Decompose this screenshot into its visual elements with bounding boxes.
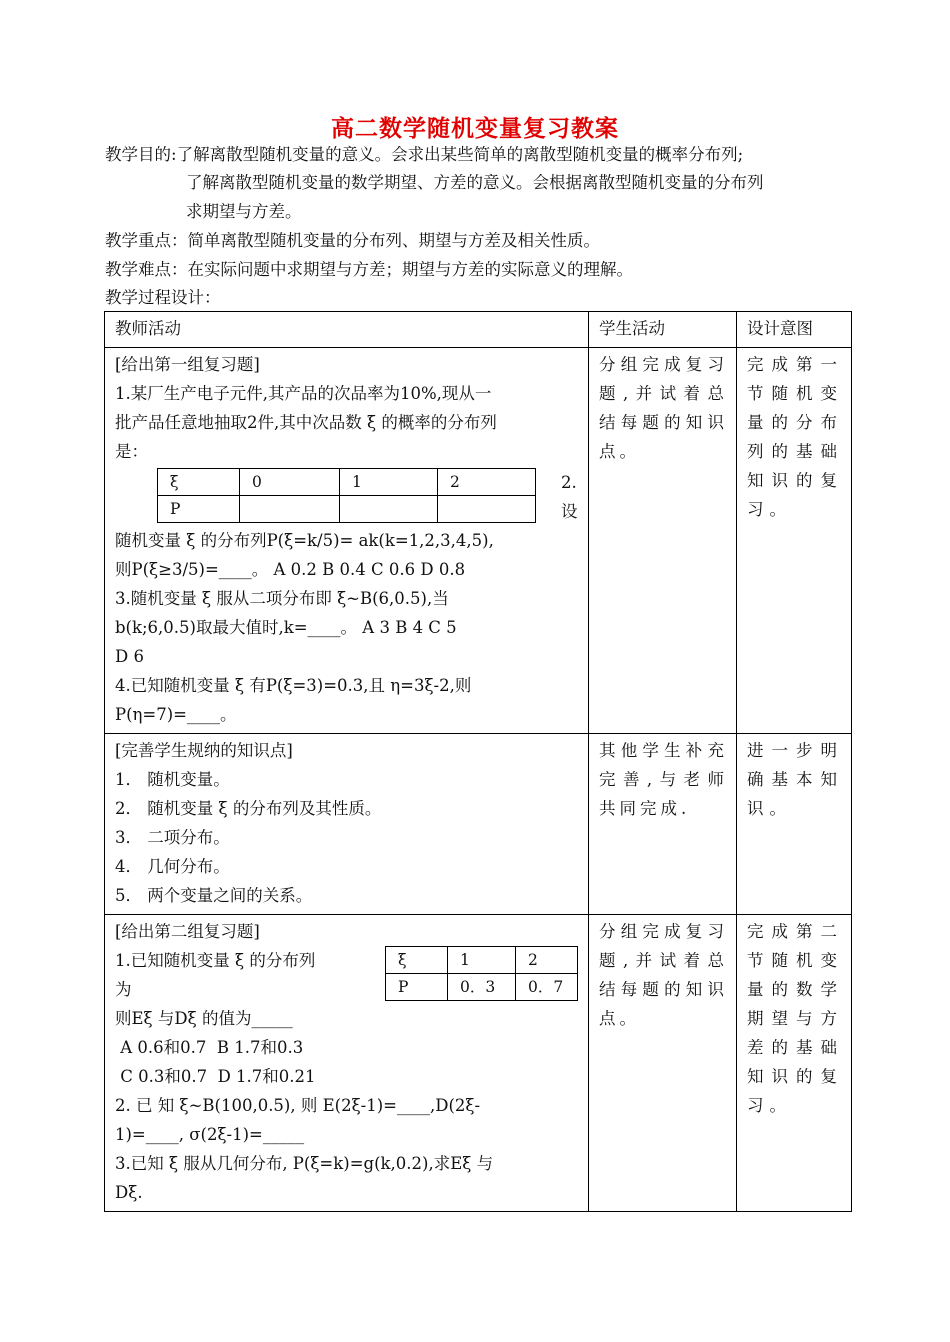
dist-cell: 0．7 [516, 974, 578, 1001]
row3-q1-opts1: A 0.6和0.7 B 1.7和0.3 [115, 1038, 304, 1057]
row1-q3-line1: 3.随机变量 ξ 服从二项分布即 ξ~B(6,0.5),当 [115, 589, 449, 608]
dist-cell: 1 [448, 947, 516, 974]
row1-dist-table [157, 468, 536, 523]
dist-cell: P [158, 496, 240, 523]
row1-q1-line2: 批产品任意地抽取2件,其中次品数 ξ 的概率的分布列 [115, 413, 497, 432]
header-teacher: 教师活动 [105, 312, 589, 348]
row3-q3-line2: Dξ. [115, 1183, 143, 1202]
row3-teacher [105, 915, 589, 1212]
teaching-goal-line3: 求期望与方差。 [186, 202, 302, 221]
row1-intent [737, 348, 852, 734]
teaching-goal-line1 [105, 141, 743, 169]
row2-heading: [完善学生规纳的知识点] [115, 741, 293, 760]
row2-student [589, 734, 737, 915]
row3-q1-line3: 则Eξ 与Dξ 的值为_____ [115, 1009, 293, 1028]
row3-q1-block [115, 946, 580, 1004]
dist-cell: P [386, 974, 448, 1001]
row3-q3-line1: 3.已知 ξ 服从几何分布, P(ξ=k)=g(k,0.2),求Eξ 与 [115, 1154, 494, 1173]
table-header-row [105, 312, 852, 348]
page-title: 高二数学随机变量复习教案 [331, 115, 619, 142]
row3-q1-line2: 为 [115, 980, 132, 999]
row3-dist-table [385, 946, 578, 1001]
row1-q3-line2: b(k;6,0.5)取最大值时,k=____。 A 3 B 4 C 5 [115, 618, 457, 637]
row1-teacher [105, 348, 589, 734]
dist-cell: ξ [386, 947, 448, 974]
dist-cell: 2 [516, 947, 578, 974]
row1-q4-line2: P(η=7)=____。 [115, 705, 237, 724]
difficulties: 教学难点：在实际问题中求期望与方差；期望与方差的实际意义的理解。 [105, 260, 633, 279]
dist-cell: 0．3 [448, 974, 516, 1001]
dist-cell: 2 [438, 469, 536, 496]
row1-q2-start-a: 2. [561, 473, 577, 492]
list-item: 5． 两个变量之间的关系。 [115, 886, 313, 905]
row3-heading: [给出第二组复习题] [115, 922, 260, 941]
row1-q2-line1: 随机变量 ξ 的分布列P(ξ=k/5)= ak(k=1,2,3,4,5), [115, 531, 494, 550]
row2-intent-text: 进一步明确基本知识。 [747, 741, 843, 818]
table-row [105, 915, 852, 1212]
list-item: 3． 二项分布。 [115, 828, 230, 847]
row3-q2-line2: 1)=____, σ(2ξ-1)=_____ [115, 1125, 305, 1144]
row1-heading: [给出第一组复习题] [115, 355, 260, 374]
row2-student-text: 其他学生补充完善,与老师共同完成. [599, 741, 728, 818]
teaching-goal-label: 教学目的: [105, 145, 177, 164]
row1-student [589, 348, 737, 734]
row1-q4-line1: 4.已知随机变量 ξ 有P(ξ=3)=0.3,且 η=3ξ-2,则 [115, 676, 472, 695]
row1-dist-block [115, 468, 580, 526]
row1-q1-line1: 1.某厂生产电子元件,其产品的次品率为10%,现从一 [115, 384, 492, 403]
dist-cell: 0 [240, 469, 340, 496]
dist-cell: ξ [158, 469, 240, 496]
row1-student-text: 分组完成复习题,并试着总结每题的知识点。 [599, 355, 728, 461]
row3-q1-line1: 1.已知随机变量 ξ 的分布列 [115, 951, 316, 970]
header-intent: 设计意图 [737, 312, 852, 348]
row3-q1-opts2: C 0.3和0.7 D 1.7和0.21 [115, 1067, 316, 1086]
dist-cell [240, 496, 340, 523]
table-row [105, 734, 852, 915]
process-label: 教学过程设计： [105, 288, 221, 307]
row1-q3-line3: D 6 [115, 647, 144, 666]
list-item: 1． 随机变量。 [115, 770, 230, 789]
list-item: 4． 几何分布。 [115, 857, 230, 876]
row3-student [589, 915, 737, 1212]
row1-intent-text: 完成第一节随机变量的分布列的基础知识的复习。 [747, 355, 843, 519]
row3-intent [737, 915, 852, 1212]
list-item: 2． 随机变量 ξ 的分布列及其性质。 [115, 799, 382, 818]
lesson-table [104, 311, 852, 1212]
dist-cell [340, 496, 438, 523]
table-row [105, 348, 852, 734]
dist-cell: 1 [340, 469, 438, 496]
teaching-goal-text1: 了解离散型随机变量的意义。会求出某些简单的离散型随机变量的概率分布列; [176, 145, 744, 164]
key-points: 教学重点：简单离散型随机变量的分布列、期望与方差及相关性质。 [105, 231, 600, 250]
row3-q2-line1: 2. 已 知 ξ~B(100,0.5), 则 E(2ξ-1)=____,D(2ξ- [115, 1096, 481, 1115]
row3-intent-text: 完成第二节随机变量的数学期望与方差的基础知识的复习。 [747, 922, 843, 1115]
row3-student-text: 分组完成复习题,并试着总结每题的知识点。 [599, 922, 728, 1028]
row1-q1-line3: 是： [115, 442, 148, 461]
header-student: 学生活动 [589, 312, 737, 348]
row2-intent [737, 734, 852, 915]
row1-q2-start-b: 设 [561, 502, 578, 521]
row1-q2-line2: 则P(ξ≥3/5)=____。 A 0.2 B 0.4 C 0.6 D 0.8 [115, 560, 466, 579]
dist-cell [438, 496, 536, 523]
teaching-goal-line2: 了解离散型随机变量的数学期望、方差的意义。会根据离散型随机变量的分布列 [186, 173, 764, 192]
row2-teacher [105, 734, 589, 915]
